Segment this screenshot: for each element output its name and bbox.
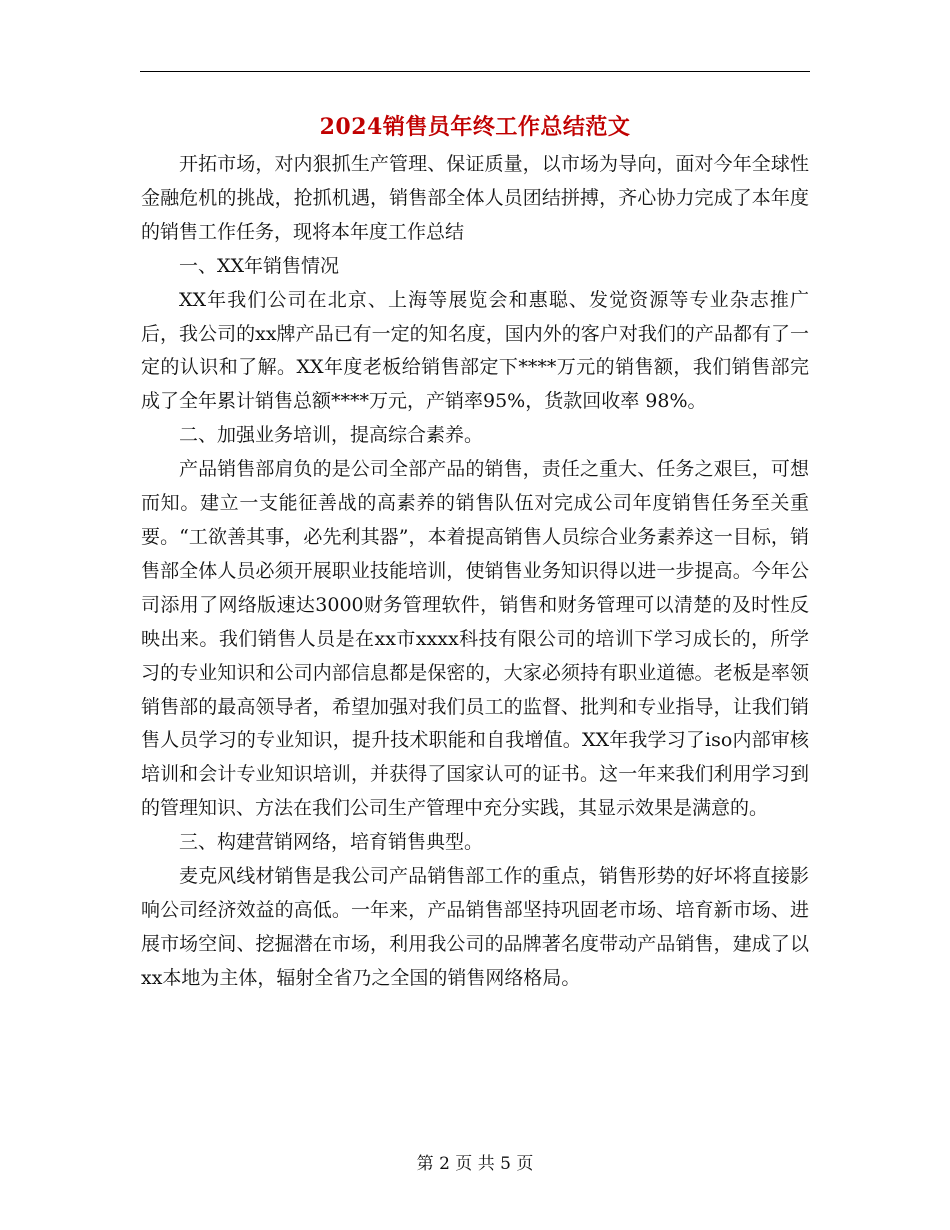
paragraph-sales-status: XX年我们公司在北京、上海等展览会和惠聪、发觉资源等专业杂志推广后，我公司的xx牌产品已有一定的知名度，国内外的客户对我们的产品都有了一定的认识和了解。XX年度老板给销售部定下****万元的销售额，我们销售部完成了全年累计销售总额****万元，产销率95%，货款回收率 98%。 bbox=[141, 288, 809, 413]
section-heading-3: 三、构建营销网络，培育销售典型。 bbox=[179, 831, 484, 854]
paragraph-intro: 开拓市场，对内狠抓生产管理、保证质量，以市场为导向，面对今年全球性金融危机的挑战，抢抓机遇，销售部全体人员团结拼搏，齐心协力完成了本年度的销售工作任务，现将本年度工作总结 bbox=[141, 153, 809, 243]
header-rule bbox=[140, 71, 810, 72]
document-title: 2024销售员年终工作总结范文 bbox=[319, 114, 631, 140]
page-number-footer: 第 2 页 共 5 页 bbox=[416, 1154, 534, 1174]
section-heading-2: 二、加强业务培训，提高综合素养。 bbox=[179, 424, 484, 447]
paragraph-training: 产品销售部肩负的是公司全部产品的销售，责任之重大、任务之艰巨，可想而知。建立一支能征善战的高素养的销售队伍对完成公司年度销售任务至关重要。“工欲善其事，必先利其器”，本着提高销售人员综合业务素养这一目标，销售部全体人员必须开展职业技能培训，使销售业务知识得以进一步提高。今年公司添用了网络版速达3000财务管理软件，销售和财务管理可以清楚的及时性反映出来。我们销售人员是在xx市xxxx科技有限公司的培训下学习成长的，所学习的专业知识和公司内部信息都是保密的，大家必须持有职业道德。老板是率领销售部的最高领导者，希望加强对我们员工的监督、批判和专业指导，让我们销售人员学习的专业知识，提升技术职能和自我增值。XX年我学习了iso内部审核培训和会计专业知识培训，并获得了国家认可的证书。这一年来我们利用学习到的管理知识、方法在我们公司生产管理中充分实践，其显示效果是满意的。 bbox=[141, 458, 809, 820]
paragraph-network: 麦克风线材销售是我公司产品销售部工作的重点，销售形势的好坏将直接影响公司经济效益的高低。一年来，产品销售部坚持巩固老市场、培育新市场、进展市场空间、挖掘潜在市场，利用我公司的品牌著名度带动产品销售，建成了以xx本地为主体，辐射全省乃之全国的销售网络格局。 bbox=[141, 865, 809, 989]
section-heading-1: 一、XX年销售情况 bbox=[179, 254, 340, 277]
document-body bbox=[141, 148, 809, 996]
